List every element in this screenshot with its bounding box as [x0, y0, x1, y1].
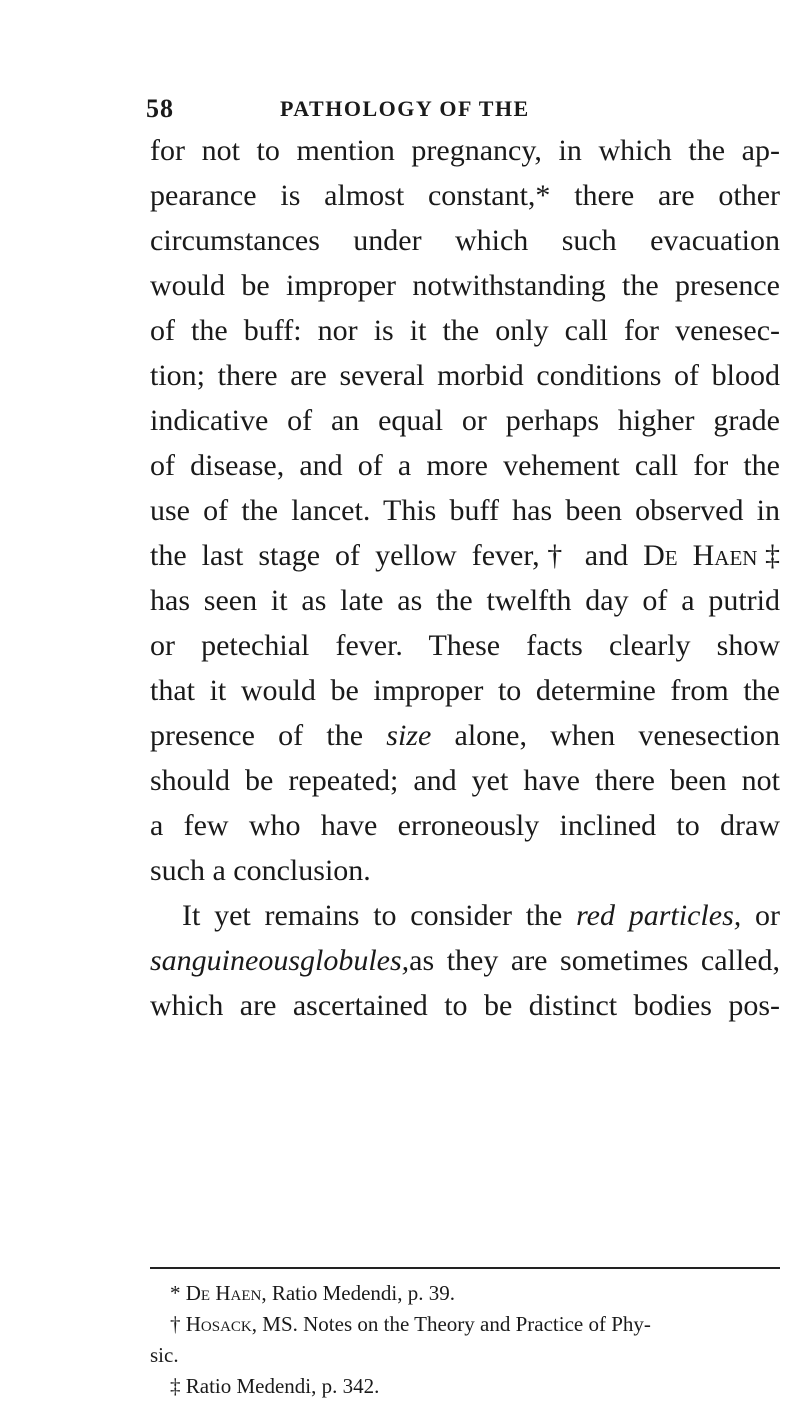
footnote-continuation: sic.	[150, 1343, 179, 1367]
text-line: a few who have erroneously inclined to draw	[150, 809, 780, 842]
text-line: such a conclusion.	[150, 854, 371, 887]
running-head	[146, 88, 780, 128]
text-segment: It yet remains to consider the	[182, 899, 563, 932]
text-line: which are ascertained to be distinct bodies pos-	[150, 989, 780, 1022]
body-text	[150, 128, 780, 1028]
text-segment: the last stage of yellow fever,† and	[150, 539, 629, 572]
text-line	[150, 893, 780, 938]
text-segment: as they are sometimes called,	[409, 944, 780, 977]
footnotes	[150, 1278, 780, 1402]
text-line: for not to mention pregnancy, in which the ap-	[150, 134, 780, 167]
text-line: tion; there are several morbid conditions of blood	[150, 359, 780, 392]
footnote	[150, 1309, 780, 1340]
text-segment: alone, when venesection	[454, 719, 781, 752]
text-line: of the buff: nor is it the only call for venesec-	[150, 314, 780, 347]
text-line: has seen it as late as the twelfth day of a putrid	[150, 584, 780, 617]
footnote-marker: *	[170, 1281, 181, 1305]
footnote-marker: †	[170, 1312, 181, 1336]
text-line: or petechial fever. These facts clearly show	[150, 629, 780, 662]
italic-term: size	[386, 719, 432, 752]
text-line	[150, 533, 780, 578]
page-number: 58	[146, 94, 174, 123]
text-line	[150, 713, 780, 758]
text-line: would be improper notwithstanding the presence	[150, 269, 780, 302]
running-title: PATHOLOGY OF THE	[280, 96, 530, 121]
text-line: circumstances under which such evacuation	[150, 224, 780, 257]
text-line: pearance is almost constant,* there are other	[150, 179, 780, 212]
footnote-marker: ‡	[170, 1374, 181, 1398]
author-name: De Haen‡	[643, 539, 780, 572]
italic-term: red particles,	[576, 899, 742, 932]
text-segment: or	[755, 899, 781, 932]
text-line	[150, 938, 780, 983]
text-line: of disease, and of a more vehement call for the	[150, 449, 780, 482]
footnote-text: MS. Notes on the Theory and Practice of Phy-	[262, 1312, 651, 1336]
footnote	[150, 1371, 780, 1402]
text-line: should be repeated; and yet have there been not	[150, 764, 780, 797]
footnote-text: Ratio Medendi, p. 39.	[271, 1281, 455, 1305]
text-line: use of the lancet. This buff has been observed in	[150, 494, 780, 527]
italic-term: sanguineousglobules,	[150, 944, 410, 977]
footnote-divider	[150, 1267, 780, 1269]
footnote-author: De Haen,	[185, 1281, 267, 1305]
footnote	[150, 1278, 780, 1309]
footnote-text: Ratio Medendi, p. 342.	[185, 1374, 380, 1398]
text-line: indicative of an equal or perhaps higher grade	[150, 404, 780, 437]
footnote-author: Hosack,	[185, 1312, 258, 1336]
text-line: that it would be improper to determine from the	[150, 674, 780, 707]
text-segment: presence of the	[150, 719, 364, 752]
